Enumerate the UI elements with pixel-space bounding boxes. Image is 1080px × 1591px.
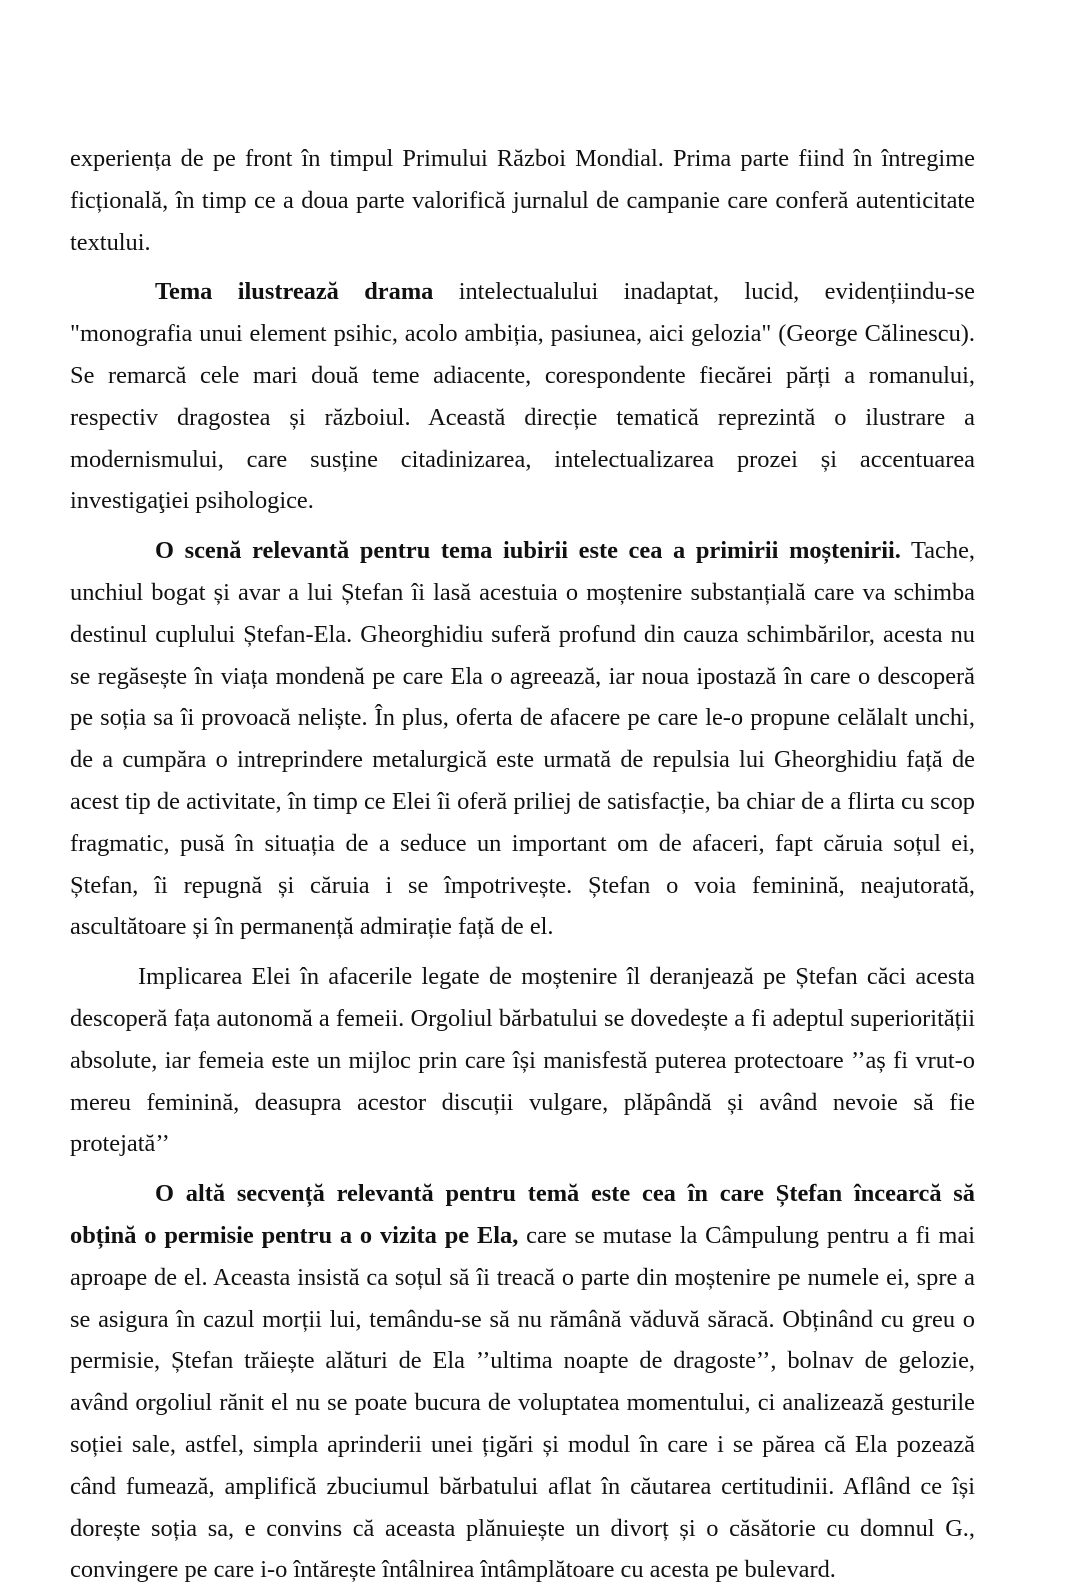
body-text-run: experiența de pe front în timpul Primului Război Mondial. Prima parte fiind în întregime ficțională, în timp ce a doua parte valorifică jurnalul de campanie care conferă autenticitate textului. bbox=[70, 145, 975, 256]
bold-lead-in: O scenă relevantă pentru tema iubirii este cea a primirii moștenirii. bbox=[155, 537, 901, 565]
para-continuation bbox=[70, 138, 975, 263]
para-scena-iubirii bbox=[70, 530, 975, 948]
document-text-body bbox=[70, 138, 975, 1591]
para-alta-secventa bbox=[70, 1173, 975, 1591]
body-text-run: Implicarea Elei în afacerile legate de moștenire îl deranjează pe Ștefan căci acesta descoperă fața autonomă a femeii. Orgoliul bărbatului se dovedește a fi adeptul superiorității absolute, iar femeia este un mijloc prin care își manisfestă puterea protectoare ’’aș fi vrut-o mereu feminină, deasupra acestor discuții vulgare, plăpândă și având nevoie să fie protejată’’ bbox=[70, 963, 975, 1158]
body-text-run: care se mutase la Câmpulung pentru a fi mai aproape de el. Aceasta insistă ca soțul să îi treacă o parte din moștenire pe numele ei, spre a se asigura în cazul morții lui, temându-se să nu rămână văduvă săracă. Obținând cu greu o permisie, Ștefan trăiește alături de Ela ’’ultima noapte de dragoste’’, bolnav de gelozie, având orgoliul rănit el nu se poate bucura de voluptatea momentului, ci analizează gesturile soției sale, astfel, simpla aprinderii unei țigări și modul în care i se părea că Ela pozează când fumează, amplifică zbuciumul bărbatului aflat în căutarea certitudinii. Aflând ce își dorește soția sa, e convins că aceasta plănuiește un divorț și o căsătorie cu domnul G., convingere pe care i-o întărește întâlnirea întâmplătoare cu acesta pe bulevard. bbox=[70, 1221, 976, 1584]
bold-lead-in: O altă secvență relevantă pentru temă este cea în care Ștefan încearcă să obțină o permisie pentru a o vizita pe Ela, bbox=[70, 1180, 975, 1249]
body-text-run: Tache, unchiul bogat și avar a lui Ștefan îi lasă acestuia o moștenire substanțială care va schimba destinul cuplului Ștefan-Ela. Gheorghidiu suferă profund din cauza schimbărilor, acesta nu se regăsește în viața mondenă pe care Ela o agreează, iar noua ipostază în care o descoperă pe soția sa îi provoacă neliște. În plus, oferta de afacere pe care le-o propune celălalt unchi, de a cumpăra o intreprindere metalurgică este urmată de repulsia lui Gheorghidiu față de acest tip de activitate, în timp ce Elei îi oferă priliej de satisfacție, ba chiar de a flirta cu scop fragmatic, pusă în situația de a seduce un important om de afaceri, fapt căruia soțul ei, Ștefan, îi repugnă și căruia i se împotrivește. Ștefan o voia feminină, neajutorată, ascultătoare și în permanență admirație față de el. bbox=[70, 537, 976, 941]
para-implicarea bbox=[70, 956, 975, 1165]
bold-lead-in: Tema ilustrează drama bbox=[155, 278, 434, 306]
para-tema bbox=[70, 271, 975, 522]
body-text-run: intelectualului inadaptat, lucid, evidențiindu-se "monografia unui element psihic, acolo ambiția, pasiunea, aici gelozia" (George Călinescu). Se remarcă cele mari două teme adiacente, corespondente fiecărei părți a romanului, respectiv dragostea și războiul. Această direcție tematică reprezintă o ilustrare a modernismului, care susține citadinizarea, intelectualizarea prozei și accentuarea investigaţiei psihologice. bbox=[70, 278, 976, 515]
